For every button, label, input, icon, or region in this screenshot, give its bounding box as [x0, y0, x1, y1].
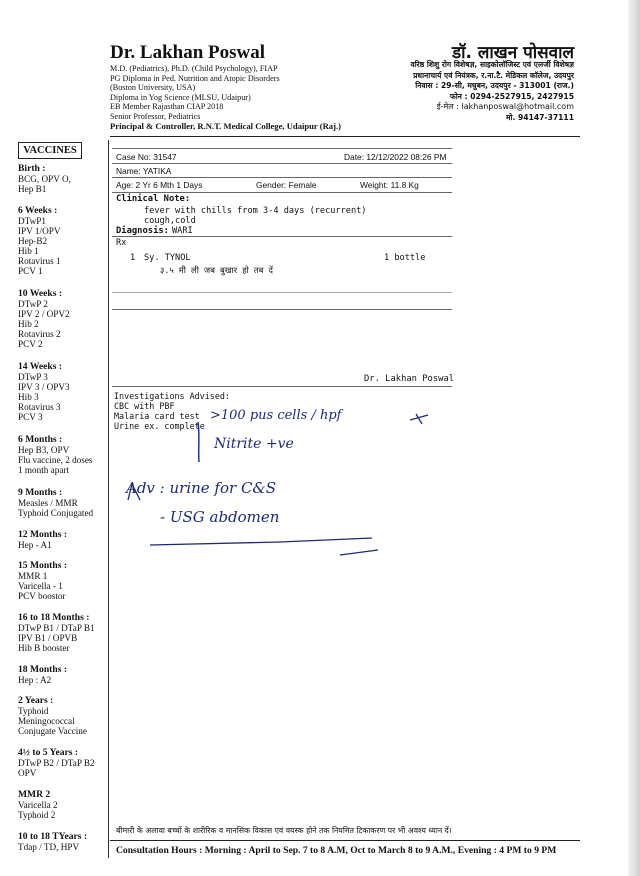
vaccine-item: Hib 1: [18, 246, 39, 256]
qualification-line: Diploma in Yog Science (MLSU, Udaipur): [110, 92, 251, 102]
vaccine-item: Typhoid 2: [18, 810, 56, 820]
vaccine-heading: 12 Months :: [18, 529, 68, 540]
vaccine-item: IPV 3 / OPV3: [18, 382, 70, 392]
vaccine-item: Typhoid Conjugated: [18, 508, 94, 518]
qualification-line: PG Diploma in Ped. Nutrition and Atopic Disorders: [110, 73, 280, 83]
patient-weight: Weight: 11.8 Kg: [360, 180, 419, 190]
vaccine-item: PCV 1: [18, 266, 43, 276]
medicine-number: 1: [130, 253, 136, 263]
consultation-hours: Consultation Hours : Morning : April to Sep. 7 to 8 A.M, Oct to March 8 to 9 A.M., Evening : 4 PM to 9 PM: [116, 845, 557, 856]
patient-age: Age: 2 Yr 6 Mth 1 Days: [116, 180, 203, 190]
vaccine-item: IPV 1/OPV: [18, 226, 61, 236]
vaccine-item: DTwP B1 / DTaP B1: [18, 623, 95, 633]
vaccine-group-10-18-years: [18, 832, 113, 852]
hindi-line: फोन : 0294-2527915, 2427915: [449, 91, 574, 101]
vaccine-item: Typhoid: [18, 706, 49, 716]
vaccine-item: Meningococcal: [18, 716, 75, 726]
medicine-name: Sy. TYNOL: [144, 253, 191, 263]
qualifications-block: [110, 64, 341, 131]
doctor-name-english: Dr. Lakhan Poswal: [110, 42, 266, 63]
vaccine-item: Hib B booster: [18, 643, 70, 653]
vaccine-group-4-5-years: [18, 748, 113, 778]
patient-gender: Gender: Female: [256, 180, 317, 190]
vaccine-item: PCV boostor: [18, 591, 66, 601]
vaccine-heading: 10 Weeks :: [18, 288, 63, 299]
vaccine-group-mmr2: [18, 790, 113, 820]
vaccine-heading: 15 Months :: [18, 560, 68, 571]
qualification-line: Senior Professor, Pediatrics: [110, 111, 201, 121]
vaccine-heading: 9 Months :: [18, 487, 63, 498]
name-rule: [112, 177, 452, 178]
page-edge-shadow: [628, 0, 640, 876]
tick-mark: [410, 414, 428, 424]
vaccine-group-10-weeks: [18, 289, 113, 349]
vaccine-item: IPV 2 / OPV2: [18, 309, 70, 319]
handwritten-line-3: Adv : urine for C&S: [126, 479, 277, 497]
case-number: Case No: 31547: [116, 152, 177, 162]
diagnosis-label: Diagnosis:: [116, 226, 169, 236]
clinical-note-line: fever with chills from 3-4 days (recurrent): [144, 206, 367, 216]
vaccine-item: DTwP 2: [18, 299, 48, 309]
vaccine-item: DTwP 3: [18, 372, 48, 382]
vaccine-group-16-18-months: [18, 613, 113, 653]
diagnosis-value: WARI: [172, 226, 193, 236]
vaccine-item: DTwP1: [18, 216, 46, 226]
vaccine-group-2-years: [18, 696, 113, 736]
vaccine-heading: 2 Years :: [18, 695, 54, 706]
vaccine-group-15-months: [18, 561, 113, 601]
footer-note: बीमारी के अलावा बच्चों के शारीरिक व मानसिक विकास एवं वयस्क होने तक नियमित टिकाकरण पर भी अवश्य ध्यान दें।: [116, 826, 452, 835]
vaccine-group-6-months: [18, 435, 113, 475]
vaccine-item: Hep B3, OPV: [18, 445, 70, 455]
vaccine-item: Hib 2: [18, 319, 39, 329]
clinical-note-line: cough,cold: [144, 216, 196, 226]
vaccine-heading: 6 Weeks :: [18, 205, 58, 216]
vaccine-item: Rotavirus 3: [18, 402, 61, 412]
mobile-line: मो. 94147-37111: [505, 112, 574, 122]
email-line: ई-मेल : lakhanposwal@hotmail.com: [436, 102, 574, 112]
visit-date: Date: 12/12/2022 08:26 PM: [344, 152, 447, 162]
vaccine-item: 1 month apart: [18, 465, 70, 475]
vaccine-heading: Birth :: [18, 163, 46, 174]
vaccine-item: BCG, OPV O,: [18, 174, 71, 184]
vaccine-heading: 16 to 18 Months :: [18, 612, 90, 623]
vaccine-item: DTwP B2 / DTaP B2: [18, 758, 95, 768]
vaccine-group-6-weeks: [18, 206, 113, 276]
vaccine-group-birth: [18, 164, 113, 194]
vaccine-group-14-weeks: [18, 362, 113, 422]
vaccine-item: Varicella 2: [18, 800, 58, 810]
vaccine-group-12-months: [18, 530, 113, 550]
vaccine-heading: 14 Weeks :: [18, 361, 63, 372]
hindi-line: प्रधानाचार्य एवं नियंत्रक, र.ना.टै. मेडिकल कॉलेज, उदयपुर: [413, 70, 574, 80]
header-divider: [110, 136, 580, 137]
qualification-line: M.D. (Pediatrics), Ph.D. (Child Psychology), FIAP: [110, 64, 278, 73]
investigation-item: CBC with PBF: [114, 401, 175, 411]
case-top-rule: [112, 148, 452, 149]
vaccine-group-18-months: [18, 665, 113, 685]
qualification-line: EB Member Rajasthan CIAP 2018: [110, 102, 224, 112]
vaccine-item: Rotavirus 1: [18, 256, 61, 266]
vaccine-heading: MMR 2: [18, 789, 51, 800]
vaccine-item: Flu vaccine, 2 doses: [18, 455, 93, 465]
vaccines-title: VACCINES: [18, 142, 82, 159]
vaccine-heading: 18 Months :: [18, 664, 68, 675]
vaccine-item: Hib 3: [18, 392, 39, 402]
vaccine-item: Hep : A2: [18, 675, 52, 685]
doctor-signature: Dr. Lakhan Poswal: [364, 374, 455, 384]
details-rule: [112, 192, 452, 193]
underline-stroke: [150, 538, 372, 545]
vaccine-item: Hep B1: [18, 184, 47, 194]
doctor-name-hindi: डॉ. लाखन पोसवाल: [452, 43, 574, 63]
handwritten-line-4: - USG abdomen: [160, 508, 280, 526]
rx-label: Rx: [116, 238, 127, 248]
underline-stroke: [340, 550, 378, 555]
rx-rule: [112, 292, 452, 293]
vaccine-item: Hep - A1: [18, 540, 52, 550]
case-rule: [112, 163, 452, 164]
handwritten-line-1: >100 pus cells / hpf: [210, 408, 342, 423]
vaccine-heading: 6 Months :: [18, 434, 63, 445]
vaccine-group-9-months: [18, 488, 113, 518]
vaccine-item: PCV 3: [18, 412, 43, 422]
investigation-item: Malaria card test: [114, 411, 200, 421]
qualification-line: (Boston University, USA): [110, 83, 196, 93]
handwritten-line-2: Nitrite +ve: [214, 436, 294, 452]
bracket-stroke: [198, 422, 199, 462]
vaccine-heading: 4½ to 5 Years :: [18, 747, 79, 758]
medicine-instruction: ३.५ मी ली जब बुखार हो तब दें: [160, 265, 273, 275]
vaccine-item: OPV: [18, 768, 37, 778]
clinical-note-label: Clinical Note:: [116, 194, 191, 204]
vaccine-heading: 10 to 18 TYears :: [18, 831, 88, 842]
medicine-quantity: 1 bottle: [384, 253, 426, 263]
vaccine-item: Conjugate Vaccine: [18, 726, 87, 736]
vaccine-item: Measles / MMR: [18, 498, 78, 508]
vaccine-item: IPV B1 / OPVB: [18, 633, 78, 643]
patient-name: Name: YATIKA: [116, 166, 172, 176]
vaccine-item: Rotavirus 2: [18, 329, 61, 339]
rx-end-rule: [112, 309, 452, 310]
vaccine-item: Hep-B2: [18, 236, 48, 246]
principal-line: Principal & Controller, R.N.T. Medical College, Udaipur (Raj.): [110, 120, 341, 131]
hindi-line: वरिष्ठ शिशु रोग विशेषज्ञ, साइकोलॉजिस्ट एवं एलर्जी विशेषज्ञ: [410, 60, 574, 69]
vaccine-item: Tdap / TD, HPV: [18, 842, 80, 852]
vaccine-item: Varicella - 1: [18, 581, 63, 591]
investigation-item: Urine ex. complete: [114, 421, 205, 431]
hindi-address-block: [410, 60, 574, 124]
vaccine-item: PCV 2: [18, 339, 43, 349]
hindi-line: निवास : 29-सी, मधुबन, उदयपुर - 313001 (राज.): [415, 81, 574, 91]
investigations-label: Investigations Advised:: [114, 391, 230, 401]
signature-rule: [112, 386, 452, 387]
vaccine-item: MMR 1: [18, 571, 48, 581]
diagnosis-rule: [112, 236, 452, 237]
